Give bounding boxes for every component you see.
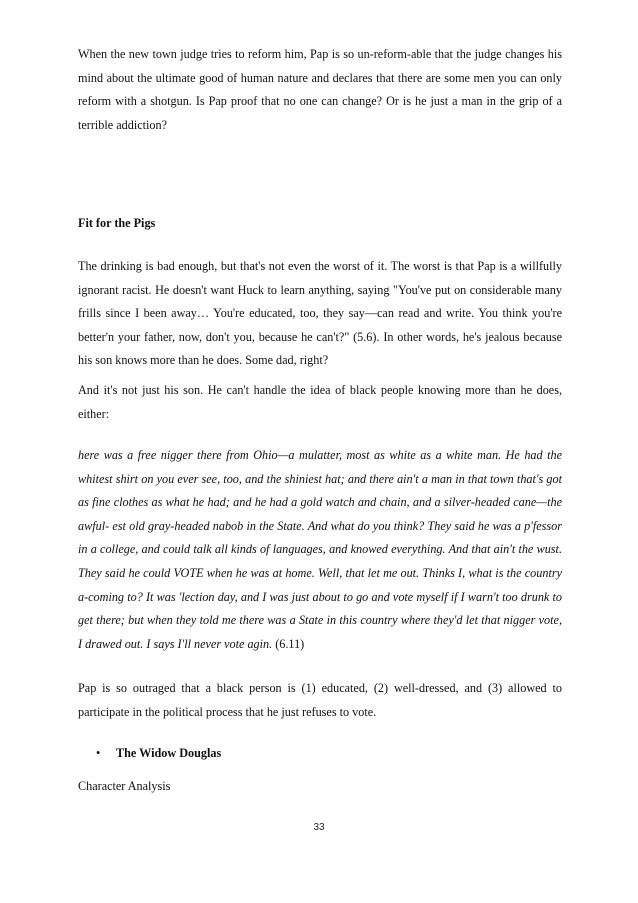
paragraph-drinking-racist: The drinking is bad enough, but that's not even the worst of it. The worst is that Pap is a willfully ignorant racist. He doesn't want Huck to learn anything, saying "You've put on considerable many frills since I been away… You're educated, too, they say—can read and write. You think you're better'n your father, now, don't you, because he can't?" (5.6). In other words, he's jealous because his son knows more than he does. Some dad, right? [78,259,562,368]
bullet-heading: The Widow Douglas [116,746,222,760]
quote-citation: (6.11) [272,636,305,651]
subheading-character-analysis: Character Analysis [78,779,171,793]
quote-text: here was a free nigger there from Ohio—a mulatter, most as white as a white man. He had the whitest shirt on you ever see, too, and the shiniest hat; and there ain't a man in that town that's got as fine clothes as what he had; and he had a gold watch and chain, and a silver-headed cane—the awful- est old gray-headed nabob in the State. And what do you think? They said he was a p'fessor in a college, and could talk all kinds of languages, and knowed everything. And that ain't the wust. They said he could VOTE when he was at home. Well, that let me out. Thinks I, what is the country a-coming to? It was 'lection day, and I was just about to go and vote myself if I warn't too drunk to get there; but when they told me there was a State in this country where they'd let that nigger vote, I drawed out. I says I'll never vote agin. [78,448,562,651]
bullet-icon: • [96,746,101,760]
section-heading-fit-for-the-pigs: Fit for the Pigs [78,216,156,230]
paragraph-not-just-his-son: And it's not just his son. He can't handle the idea of black people knowing more than he does, either: [78,383,562,421]
paragraph-judge-reform: When the new town judge tries to reform him, Pap is so un-reform-able that the judge changes his mind about the ultimate good of human nature and declares that there are some men you can only reform with a shotgun. Is Pap proof that no one can change? Or is he just a man in the grip of a terrible addiction? [78,47,562,132]
page-number: 33 [313,822,325,833]
bullet-item-widow-douglas [96,742,556,766]
block-quote [78,444,562,656]
paragraph-outraged: Pap is so outraged that a black person is (1) educated, (2) well-dressed, and (3) allowed to participate in the political process that he just refuses to vote. [78,681,562,719]
